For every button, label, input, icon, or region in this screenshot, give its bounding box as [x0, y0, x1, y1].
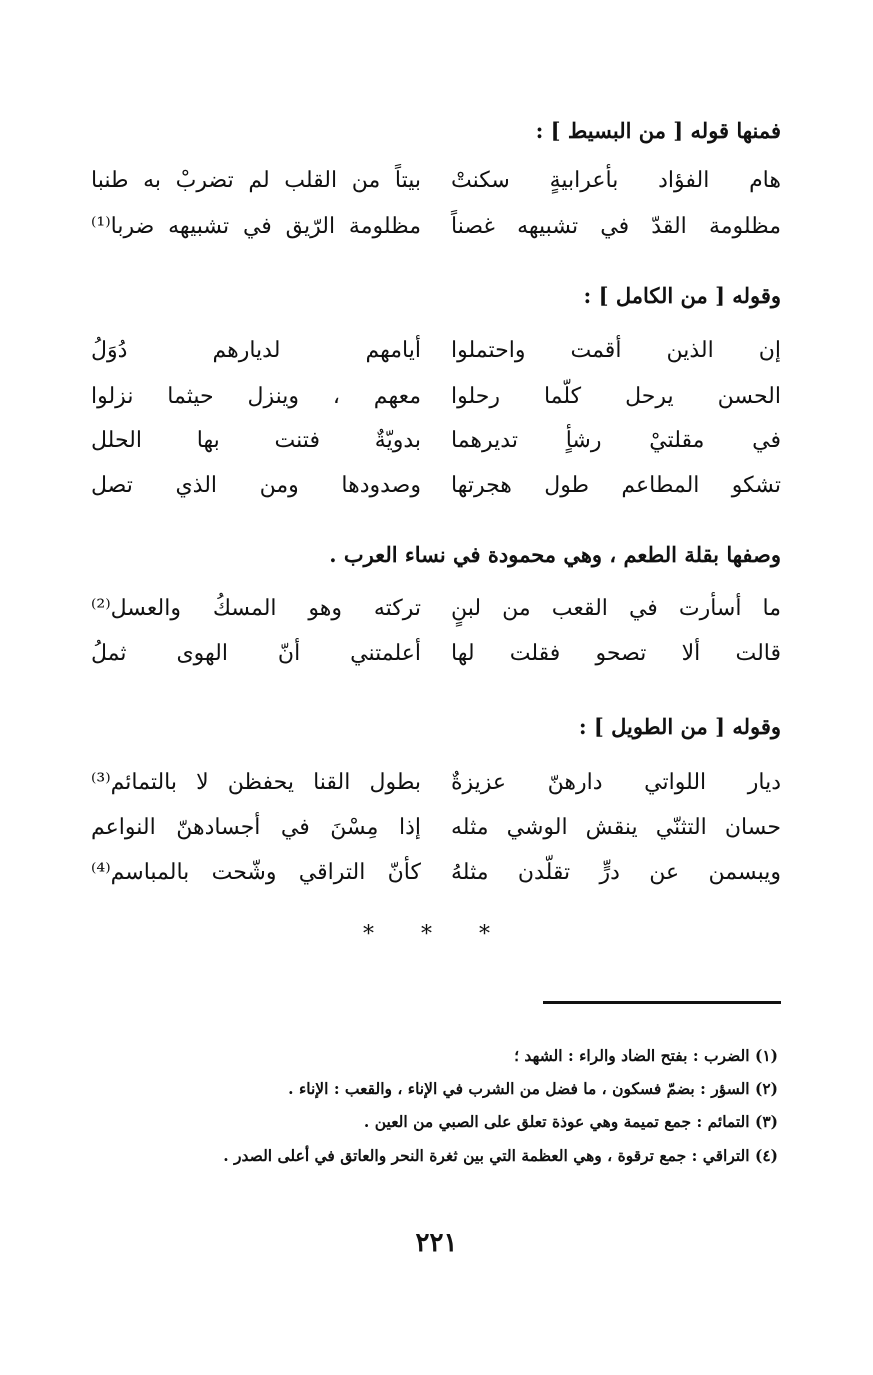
verse-line — [91, 596, 781, 636]
verse-line — [91, 214, 781, 254]
footnote: (٤) التراقي : جمع ترقوة ، وهي العظمة التي بين ثغرة النحر والعاتق في أعلى الصدر . — [223, 1146, 778, 1165]
footnote: (١) الضرب : بفتح الضاد والراء : الشهد ؛ — [514, 1046, 778, 1065]
page-number: ٢٢١ — [415, 1228, 458, 1258]
first-hemistich: إن الذين أقمت واحتملوا — [451, 338, 781, 363]
footnote: (٣) التمائم : جمع تميمة وهي عوذة تعلق على الصبي من العين . — [363, 1112, 778, 1131]
second-hemistich: إذا مِسْنَ في أجسادهنّ النواعم — [91, 815, 421, 840]
second-hemistich: بدويّةٌ فتنت بها الحلل — [91, 428, 421, 453]
verse-line — [91, 770, 781, 810]
verse-line — [91, 860, 781, 900]
verse-line — [91, 384, 781, 424]
second-hemistich: كأنّ التراقي وشّحت بالمباسم⁽⁴⁾ — [91, 860, 421, 885]
verse-line — [91, 168, 781, 208]
section-heading: فمنها قوله [ من البسيط ] : — [535, 118, 781, 143]
footnote: (٢) السؤر : بضمّ فسكون ، ما فضل من الشرب في الإناء ، والقعب : الإناء . — [288, 1079, 778, 1098]
second-hemistich: أعلمتني أنّ الهوى ثملُ — [91, 641, 421, 666]
verse-line — [91, 428, 781, 468]
section-heading: وقوله [ من الطويل ] : — [578, 714, 781, 739]
verse-line — [91, 815, 781, 855]
section-separator: * * * — [363, 922, 510, 947]
first-hemistich: الحسن يرحل كلّما رحلوا — [451, 384, 781, 409]
first-hemistich: ما أسأرت في القعب من لبنٍ — [451, 596, 781, 621]
second-hemistich: تركته وهو المسكُ والعسل⁽²⁾ — [91, 596, 421, 621]
second-hemistich: معهم ، وينزل حيثما نزلوا — [91, 384, 421, 409]
second-hemistich: مظلومة الرّيق في تشبيهه ضربا⁽¹⁾ — [91, 214, 421, 239]
second-hemistich: بيتاً من القلب لم تضربْ به طنبا — [91, 168, 421, 193]
first-hemistich: ويبسمن عن درٍّ تقلّدن مثلهُ — [451, 860, 781, 885]
second-hemistich: بطول القنا يحفظن لا بالتمائم⁽³⁾ — [91, 770, 421, 795]
second-hemistich: أيامهم لديارهم دُوَلُ — [91, 338, 421, 363]
first-hemistich: مظلومة القدّ في تشبيهه غصناً — [451, 214, 781, 239]
section-heading: وقوله [ من الكامل ] : — [583, 283, 781, 308]
verse-line — [91, 473, 781, 513]
first-hemistich: ديار اللواتي دارهنّ عزيزةٌ — [451, 770, 781, 795]
footnote-divider — [543, 1001, 781, 1004]
first-hemistich: تشكو المطاعم طول هجرتها — [451, 473, 781, 498]
second-hemistich: وصدودها ومن الذي تصل — [91, 473, 421, 498]
first-hemistich: هام الفؤاد بأعرابيةٍ سكنتْ — [451, 168, 781, 193]
prose-line: وصفها بقلة الطعم ، وهي محمودة في نساء العرب . — [329, 542, 781, 567]
verse-line — [91, 641, 781, 681]
first-hemistich: حسان التثنّي ينقش الوشي مثله — [451, 815, 781, 840]
first-hemistich: في مقلتيْ رشأٍ تديرهما — [451, 428, 781, 453]
first-hemistich: قالت ألا تصحو فقلت لها — [451, 641, 781, 666]
verse-line — [91, 338, 781, 378]
